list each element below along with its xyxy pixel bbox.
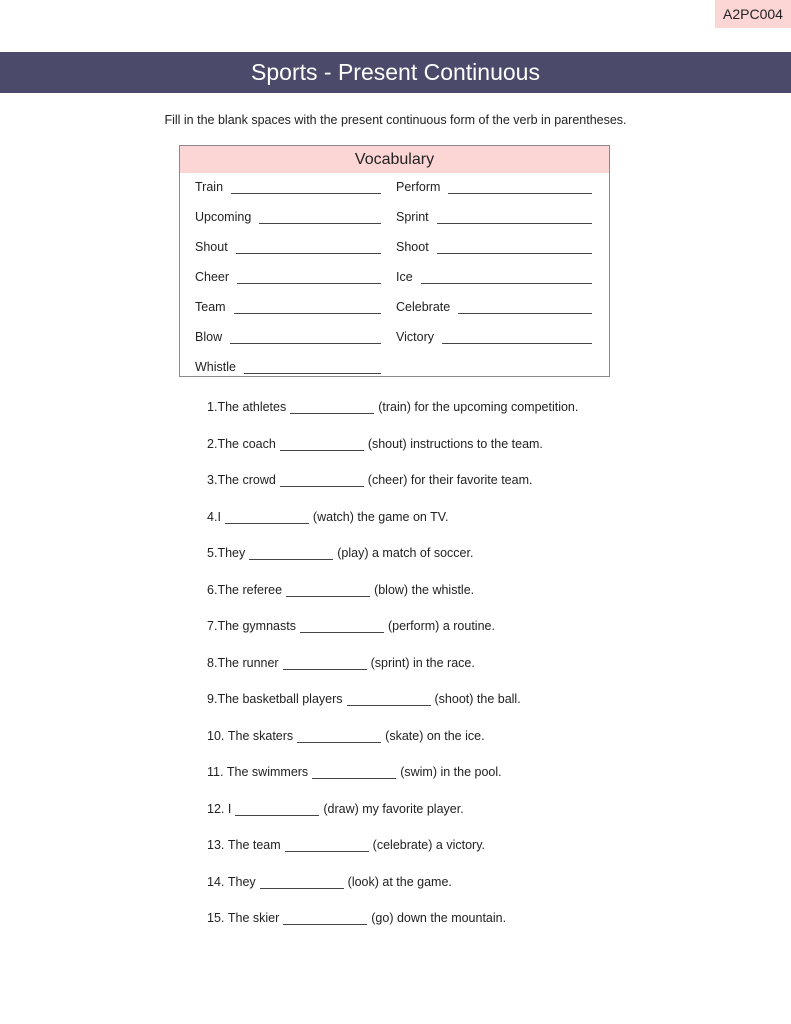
exercise-subject: The skaters — [227, 728, 294, 743]
exercise-rest: a routine. — [442, 619, 495, 633]
exercise-number: 14. — [207, 874, 228, 889]
exercise-subject: The coach — [217, 436, 276, 451]
exercise-subject: I — [227, 801, 232, 816]
exercise-subject: I — [217, 509, 221, 524]
exercise-item — [207, 873, 452, 889]
exercise-item — [207, 617, 495, 633]
exercise-answer-blank[interactable] — [283, 657, 367, 670]
exercise-answer-blank[interactable] — [285, 839, 369, 852]
vocab-item-left — [195, 328, 381, 344]
exercise-item — [207, 544, 473, 560]
exercise-rest: in the race. — [412, 655, 475, 670]
vocabulary-box — [179, 145, 610, 377]
exercise-item — [207, 654, 475, 670]
exercise-rest: down the mountain. — [396, 911, 507, 925]
exercise-item — [207, 727, 485, 743]
exercise-answer-blank[interactable] — [280, 474, 364, 487]
exercise-verb: (skate) — [385, 728, 424, 743]
exercise-item — [207, 909, 506, 925]
vocab-word: Shoot — [396, 240, 429, 254]
vocab-word: Perform — [396, 180, 441, 194]
exercise-number: 13. — [207, 838, 228, 852]
vocab-answer-blank[interactable] — [234, 301, 381, 314]
exercise-item — [207, 690, 521, 706]
vocab-word: Victory — [396, 330, 434, 344]
exercise-subject: The basketball players — [217, 692, 343, 706]
exercise-answer-blank[interactable] — [347, 693, 431, 706]
vocab-item-right — [396, 298, 592, 314]
exercise-verb: (watch) — [312, 509, 354, 524]
vocab-item-left — [195, 298, 381, 314]
vocab-item-left — [195, 238, 381, 254]
vocab-answer-blank[interactable] — [231, 181, 381, 194]
exercise-number: 11. — [207, 765, 227, 779]
exercise-answer-blank[interactable] — [283, 912, 367, 925]
exercise-rest: the whistle. — [411, 582, 475, 597]
vocab-item-right — [396, 268, 592, 284]
exercise-rest: the game on TV. — [357, 509, 449, 524]
vocab-item-left — [195, 208, 381, 224]
exercise-subject: They — [227, 874, 256, 889]
vocab-word: Celebrate — [396, 300, 451, 314]
worksheet-code: A2PC004 — [715, 0, 791, 28]
exercise-rest: in the pool. — [440, 765, 502, 779]
exercise-item — [207, 581, 474, 597]
vocab-word: Sprint — [396, 210, 429, 224]
exercise-number: 6. — [207, 582, 218, 597]
exercise-subject: The gymnasts — [217, 619, 296, 633]
exercise-number: 1. — [207, 400, 218, 414]
exercise-rest: at the game. — [382, 874, 452, 889]
vocab-word: Ice — [396, 270, 413, 284]
exercise-rest: the ball. — [476, 692, 521, 706]
vocab-word: Team — [195, 300, 226, 314]
vocab-item-left — [195, 178, 381, 194]
exercise-verb: (draw) — [323, 801, 359, 816]
page-title: Sports - Present Continuous — [0, 52, 791, 93]
exercise-answer-blank[interactable] — [312, 766, 396, 779]
instructions: Fill in the blank spaces with the present continuous form of the verb in parentheses. — [164, 113, 627, 127]
exercise-answer-blank[interactable] — [260, 876, 344, 889]
exercise-item — [207, 800, 464, 816]
exercise-rest: on the ice. — [426, 728, 485, 743]
vocab-word: Shout — [195, 240, 228, 254]
vocab-word: Train — [195, 180, 224, 194]
exercise-answer-blank[interactable] — [297, 730, 381, 743]
vocab-answer-blank[interactable] — [442, 331, 592, 344]
exercise-answer-blank[interactable] — [290, 401, 374, 414]
exercise-subject: The team — [227, 838, 281, 852]
exercise-answer-blank[interactable] — [235, 803, 319, 816]
exercise-rest: for the upcoming competition. — [414, 400, 579, 414]
vocab-item-right — [396, 178, 592, 194]
exercise-number: 5. — [207, 546, 218, 560]
exercise-rest: for their favorite team. — [410, 473, 533, 487]
exercise-item — [207, 508, 448, 524]
exercise-item — [207, 763, 502, 779]
vocab-item-right — [396, 208, 592, 224]
vocab-word: Whistle — [195, 360, 236, 374]
exercise-answer-blank[interactable] — [280, 438, 364, 451]
exercise-subject: The referee — [217, 582, 283, 597]
vocab-answer-blank[interactable] — [448, 181, 592, 194]
vocab-item-left — [195, 268, 381, 284]
exercise-verb: (shoot) — [434, 692, 474, 706]
exercise-item — [207, 836, 485, 852]
vocab-answer-blank[interactable] — [458, 301, 592, 314]
exercise-verb: (perform) — [387, 619, 440, 633]
exercise-verb: (train) — [378, 400, 411, 414]
exercise-number: 2. — [207, 436, 218, 451]
vocab-answer-blank[interactable] — [237, 271, 381, 284]
exercise-verb: (sprint) — [370, 655, 410, 670]
exercise-subject: The athletes — [217, 400, 287, 414]
exercise-rest: a match of soccer. — [371, 546, 474, 560]
exercise-number: 7. — [207, 619, 218, 633]
exercise-answer-blank[interactable] — [249, 547, 333, 560]
exercise-item — [207, 398, 578, 414]
exercise-verb: (blow) — [374, 582, 409, 597]
vocab-item-right — [396, 328, 592, 344]
exercise-subject: The crowd — [217, 473, 276, 487]
exercise-answer-blank[interactable] — [286, 584, 370, 597]
exercise-item — [207, 471, 532, 487]
vocab-answer-blank[interactable] — [421, 271, 592, 284]
exercise-verb: (look) — [347, 874, 379, 889]
exercise-verb: (shout) — [367, 436, 407, 451]
exercise-number: 4. — [207, 509, 218, 524]
vocab-item-right — [396, 238, 592, 254]
exercise-number: 3. — [207, 473, 218, 487]
exercise-verb: (play) — [337, 546, 369, 560]
exercise-number: 15. — [207, 911, 228, 925]
exercise-answer-blank[interactable] — [300, 620, 384, 633]
exercise-number: 10. — [207, 728, 228, 743]
vocab-item-left — [195, 358, 381, 374]
exercise-verb: (swim) — [400, 765, 437, 779]
exercise-verb: (go) — [371, 911, 394, 925]
exercise-subject: They — [217, 546, 246, 560]
vocab-answer-blank[interactable] — [259, 211, 381, 224]
vocab-answer-blank[interactable] — [244, 361, 381, 374]
vocab-answer-blank[interactable] — [230, 331, 381, 344]
exercise-answer-blank[interactable] — [225, 511, 309, 524]
exercise-rest: my favorite player. — [362, 801, 464, 816]
vocab-word: Blow — [195, 330, 223, 344]
exercise-rest: a victory. — [435, 838, 485, 852]
exercise-subject: The runner — [217, 655, 279, 670]
vocab-answer-blank[interactable] — [437, 211, 592, 224]
exercise-number: 8. — [207, 655, 218, 670]
exercise-number: 12. — [207, 801, 228, 816]
exercise-item — [207, 435, 543, 451]
exercise-number: 9. — [207, 692, 218, 706]
exercise-subject: The skier — [227, 911, 280, 925]
vocab-word: Upcoming — [195, 210, 252, 224]
vocab-word: Cheer — [195, 270, 230, 284]
vocab-answer-blank[interactable] — [236, 241, 381, 254]
exercise-rest: instructions to the team. — [410, 436, 543, 451]
vocabulary-heading: Vocabulary — [180, 146, 609, 173]
exercise-verb: (cheer) — [367, 473, 408, 487]
vocab-answer-blank[interactable] — [437, 241, 592, 254]
exercise-verb: (celebrate) — [372, 838, 433, 852]
exercise-subject: The swimmers — [226, 765, 309, 779]
